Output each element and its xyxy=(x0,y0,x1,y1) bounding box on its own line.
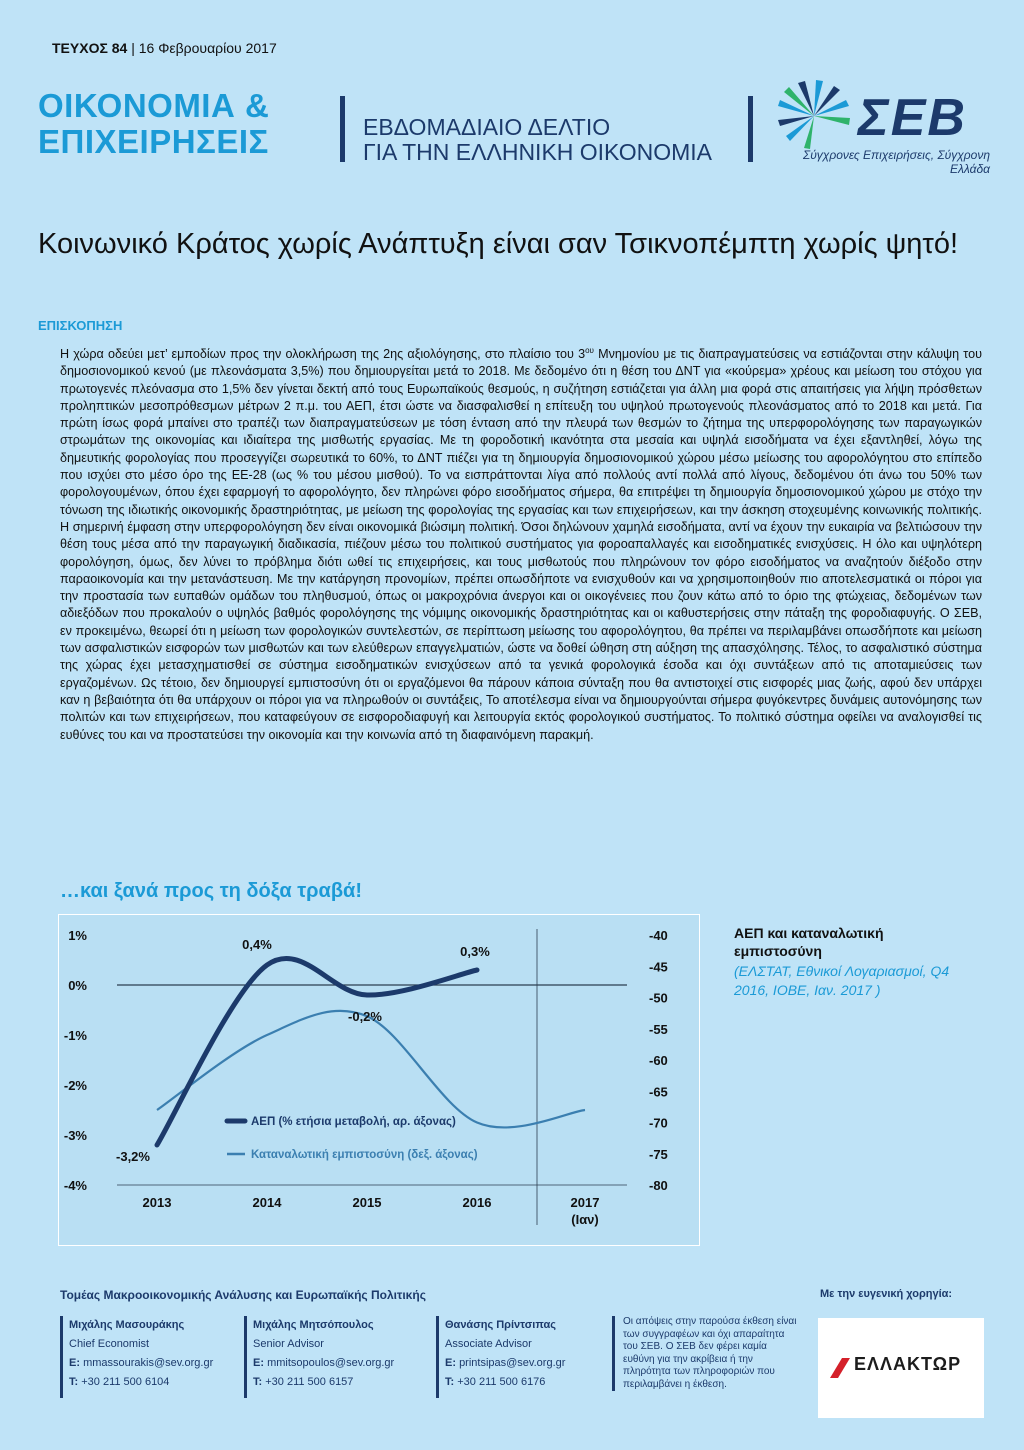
issue-number: ΤΕΥΧΟΣ 84 xyxy=(52,40,128,56)
contact-card xyxy=(436,1316,625,1398)
y-left-tick-label: -1% xyxy=(63,1028,87,1043)
publication-brand xyxy=(38,88,269,160)
brand-line-1: ΟΙΚΟΝΟΜΙΑ & xyxy=(38,87,270,124)
contact-phone-number: +30 211 500 6176 xyxy=(457,1376,546,1388)
x-tick-label: 2017 xyxy=(570,1195,600,1210)
sev-logo-text: ΣΕΒ xyxy=(858,89,967,147)
subtitle-line-2: ΓΙΑ ΤΗΝ ΕΛΛΗΝΙΚΗ ΟΙΚΟΝΟΜΙΑ xyxy=(363,139,712,165)
phone-label: T: xyxy=(253,1376,263,1388)
gdp-data-label: 0,3% xyxy=(460,944,490,959)
contact-email-link[interactable]: mmitsopoulos@sev.org.gr xyxy=(267,1357,395,1369)
contact-name: Μιχάλης Μασουράκης xyxy=(69,1319,185,1331)
x-tick-label: 2015 xyxy=(352,1195,382,1210)
disclaimer: Οι απόψεις στην παρούσα έκθεση είναι των συγγραφέων και όχι απαραίτητα του ΣΕΒ. Ο ΣΕΒ δεν φέρει καμία ευθύνη για την ακρίβεια ή την πληρότητα των πληροφοριών που περιλαμβάνει η έκθεση. xyxy=(612,1316,801,1391)
issue-date: 16 Φεβρουαρίου 2017 xyxy=(138,40,277,56)
y-left-tick-label: 0% xyxy=(68,978,87,993)
y-right-tick-label: -70 xyxy=(649,1115,668,1131)
gdp-data-label: -3,2% xyxy=(116,1149,150,1164)
y-right-tick-label: -50 xyxy=(649,990,668,1006)
x-tick-label: 2016 xyxy=(462,1195,492,1210)
sponsor-box xyxy=(818,1318,984,1418)
contact-role: Senior Advisor xyxy=(253,1338,324,1350)
gdp-data-label: 0,4% xyxy=(242,937,272,952)
article-body xyxy=(60,346,982,744)
x-tick-label: 2013 xyxy=(142,1195,172,1210)
issue-separator: | xyxy=(131,40,139,56)
brand-line-2: ΕΠΙΧΕΙΡΗΣΕΙΣ xyxy=(38,123,269,160)
contact-email-link[interactable]: printsipas@sev.org.gr xyxy=(459,1357,566,1369)
y-right-tick-label: -60 xyxy=(649,1053,668,1068)
x-tick-label: 2014 xyxy=(252,1195,282,1210)
publication-subtitle xyxy=(363,115,712,165)
chart-svg xyxy=(59,915,699,1245)
contact-email xyxy=(445,1354,625,1373)
chart-source: (ΕΛΣΤΑΤ, Εθνικοί Λογαριασμοί, Q4 2016, ΙΟΒΕ, Ιαν. 2017 ) xyxy=(734,963,950,998)
contact-card xyxy=(60,1316,249,1398)
email-label: E: xyxy=(253,1357,264,1369)
contact-phone xyxy=(445,1373,625,1392)
contact-phone-number: +30 211 500 6104 xyxy=(81,1376,170,1388)
sev-logo xyxy=(770,80,990,176)
subtitle-line-1: ΕΒΔΟΜΑΔΙΑΙΟ ΔΕΛΤΙΟ xyxy=(363,114,611,140)
header-divider-1 xyxy=(340,96,345,162)
contact-email xyxy=(69,1354,249,1373)
y-left-tick-label: 1% xyxy=(68,928,87,943)
y-right-tick-label: -40 xyxy=(649,928,668,943)
contact-name: Μιχάλης Μητσόπουλος xyxy=(253,1319,374,1331)
sponsor-label: Με την ευγενική χορηγία: xyxy=(820,1288,953,1300)
y-left-tick-label: -4% xyxy=(63,1178,87,1193)
contact-name: Θανάσης Πρίντσιπας xyxy=(445,1319,556,1331)
department-title: Τομέας Μακροοικονομικής Ανάλυσης και Ευρωπαϊκής Πολιτικής xyxy=(60,1288,426,1302)
sev-starburst-icon xyxy=(770,80,856,150)
y-left-tick-label: -2% xyxy=(63,1078,87,1093)
chart-section-heading: …και ξανά προς τη δόξα τραβά! xyxy=(60,880,363,902)
contact-email xyxy=(253,1354,433,1373)
chart-title: ΑΕΠ και καταναλωτική εμπιστοσύνη xyxy=(734,925,884,959)
y-right-tick-label: -75 xyxy=(649,1146,668,1162)
body-superscript: ου xyxy=(585,345,594,355)
gdp-data-label: -0,2% xyxy=(348,1009,382,1024)
body-text-rest: Μνημονίου με τις διαπραγματεύσεις να εστιάζονται στην κάλυψη του δημοσιονομικού κενού (με πλεονάσματα 3,5%) που δημιουργείται μετά το 2018. Με δεδομένο ότι η θέση του ΔΝΤ για «κούρεμα» χρέους και μείωση του στόχου για πρωτογενές πλεόνασμα στο 1,5% δεν γίνεται δεκτή από τους Ευρωπαϊκούς θεσμούς, η συζήτηση εστιάζεται για άλλη μια φορά στις απαιτήσεις για λήψη πρόσθετων προληπτικών μεσοπρόθεσμων μέτρων 2 π.μ. του ΑΕΠ, έτσι ώστε να διασφαλισθεί η επίτευξη του υψηλού πρωτογενούς πλεονάσματος από το 2018 και μετά. Για πρώτη ίσως φορά μπαίνει στο τραπέζι των διαπραγματεύσεων με τόση ένταση από την πλευρά των θεσμών το ζήτημα της υπερφορολόγησης των παραγωγικών στρωμάτων της οικονομίας και ιδιαίτερα της μισθωτής εργασίας. Με τη φοροδοτική ικανότητα στα μεσαία και υψηλά εισοδήματα να έχει εξαντληθεί, λόγω της δημευτικής φορολογίας που προσεγγίζει σωρευτικά το 60%, το ΔΝΤ πιέζει για τη δημιουργία δημοσιονομικού χώρου μέσω μείωσης του αφορολόγητου στο επίπεδο που ισχύει στο μέσο όρο της ΕΕ-28 (ως % του μέσου μισθού). Το να εισπράττονται λίγα από πολλούς αντί πολλά από λίγους, δεδομένου ότι άνω του 50% των φορολογουμένων, όπου έχει εφαρμογή το αφορολόγητο, δεν πληρώνει φόρο εισοδήματος σήμερα, θα επιτρέψει τη δημιουργία δημοσιονομικού χώρου με στόχο την τόνωση της ιδιωτικής οικονομικής δραστηριότητας, με μείωση της φορολογίας της εργασίας και των επιχειρήσεων, και την άσκηση στοχευμένης κοινωνικής πολιτικής. Η σημερινή έμφαση στην υπερφορολόγηση δεν είναι οικονομικά βιώσιμη πολιτική. Όσοι δηλώνουν χαμηλά εισοδήματα, αντί να έχουν την ευκαιρία να βελτιώσουν την θέση τους μέσα από την παραγωγική διαδικασία, πιέζουν μέσω του πολιτικού συστήματος για φοροαπαλλαγές και εισοδηματικές ενισχύσεις. Η όλο και υψηλότερη φορολόγηση, όμως, δεν λύνει το πρόβλημα διότι ωθεί τις επιχειρήσεις, και τους μισθωτούς που πληρώνουν τον φόρο εισοδήματος να αναζητούν διέξοδο στην παραοικονομία και την μετανάστευση. Με την κατάργηση προνομίων, πρέπει οπωσδήποτε να ενισχυθούν και να χρησιμοποιηθούν πιο αποτελεσματικά οι πόροι για την προστασία των ευπαθών ομάδων του πληθυσμού, όπως οι μακροχρόνια άνεργοι και οι οικογένειες που ζουν κάτω από το όριο της φτώχειας, δεδομένων των αδιεξόδων που προκαλούν ο υψηλός βαθμός φορολόγησης της νόμιμης οικονομικής δραστηριότητας και οι καθυστερήσεις στην πάταξη της φοροδιαφυγής. Ο ΣΕΒ, εν προκειμένω, θεωρεί ότι η μείωση των φορολογικών συντελεστών, σε περίπτωση μείωσης του αφορολόγητου, θα πρέπει να περιλαμβάνει οπωσδήποτε και μείωση των ασφαλιστικών εισφορών των μισθωτών και των ελεύθερων επαγγελματιών, ώστε να δοθεί ώθηση στη αύξηση της απασχόλησης. Τέλος, το ασφαλιστικό σύστημα της χώρας έχει μετασχηματισθεί σε σύστημα εισοδηματικών ενισχύσεων από τα γενικά φορολογικά έσοδα και όχι συντάξεων από τις αποταμιεύσεις των εργαζομένων. Ως τέτοιο, δεν δημιουργεί εμπιστοσύνη ότι οι εργαζόμενοι θα πάρουν κάποια σύνταξη που θα αντιστοιχεί στις εισφορές μιας ζωής, αφού δεν υπάρχει καν η βεβαιότητα ότι θα υπάρχουν οι πόροι για να πληρωθούν οι συντάξεις, Το αποτέλεσμα είναι να δημιουργούνται σήμερα φυγόκεντρες δυνάμεις αυτονόμησης των πολιτών και των επιχειρήσεων, που καταφεύγουν σε εισφοροδιαφυγή και λειτουργία εκτός φορολογικού συστήματος. Το πολιτικό σύστημα οφείλει να αναλογισθεί τις ευθύνες του και να προστατεύσει την οικονομία και την κοινωνία από τη διαφαινόμενη παρακμή. xyxy=(60,347,982,742)
gdp-confidence-chart xyxy=(58,914,700,1246)
y-right-tick-label: -65 xyxy=(649,1084,668,1100)
contact-phone xyxy=(253,1373,433,1392)
section-label: ΕΠΙΣΚΟΠΗΣΗ xyxy=(38,318,123,333)
y-left-tick-label: -3% xyxy=(63,1128,87,1143)
ellaktor-mark-icon xyxy=(828,1356,852,1380)
y-right-tick-label: -80 xyxy=(649,1178,668,1193)
body-text-start: Η χώρα οδεύει μετ’ εμποδίων προς την ολοκλήρωση της 2ης αξιολόγησης, στο πλαίσιο του 3 xyxy=(60,347,586,361)
x-tick-label: (Ιαν) xyxy=(571,1212,599,1227)
email-label: E: xyxy=(445,1357,456,1369)
contact-card xyxy=(244,1316,433,1398)
article-title: Κοινωνικό Κράτος χωρίς Ανάπτυξη είναι σαν Τσικνοπέμπτη χωρίς ψητό! xyxy=(38,228,959,260)
sev-tagline: Σύγχρονες Επιχειρήσεις, Σύγχρονη Ελλάδα xyxy=(803,148,990,176)
contact-email-link[interactable]: mmassourakis@sev.org.gr xyxy=(83,1357,214,1369)
y-right-tick-label: -55 xyxy=(649,1021,668,1037)
contact-role: Chief Economist xyxy=(69,1338,150,1350)
phone-label: T: xyxy=(445,1376,455,1388)
issue-line xyxy=(52,40,277,56)
legend-label-confidence: Καταναλωτική εμπιστοσύνη (δεξ. άξονας) xyxy=(251,1149,478,1161)
email-label: E: xyxy=(69,1357,80,1369)
contact-role: Associate Advisor xyxy=(445,1338,532,1350)
legend-label-gdp: ΑΕΠ (% ετήσια μεταβολή, αρ. άξονας) xyxy=(251,1116,456,1128)
phone-label: T: xyxy=(69,1376,79,1388)
y-right-tick-label: -45 xyxy=(649,959,668,975)
contact-phone-number: +30 211 500 6157 xyxy=(265,1376,354,1388)
contact-phone xyxy=(69,1373,249,1392)
sponsor-logo-text: ΕΛΛΑΚΤΩΡ xyxy=(854,1354,962,1374)
header-divider-2 xyxy=(748,96,753,162)
